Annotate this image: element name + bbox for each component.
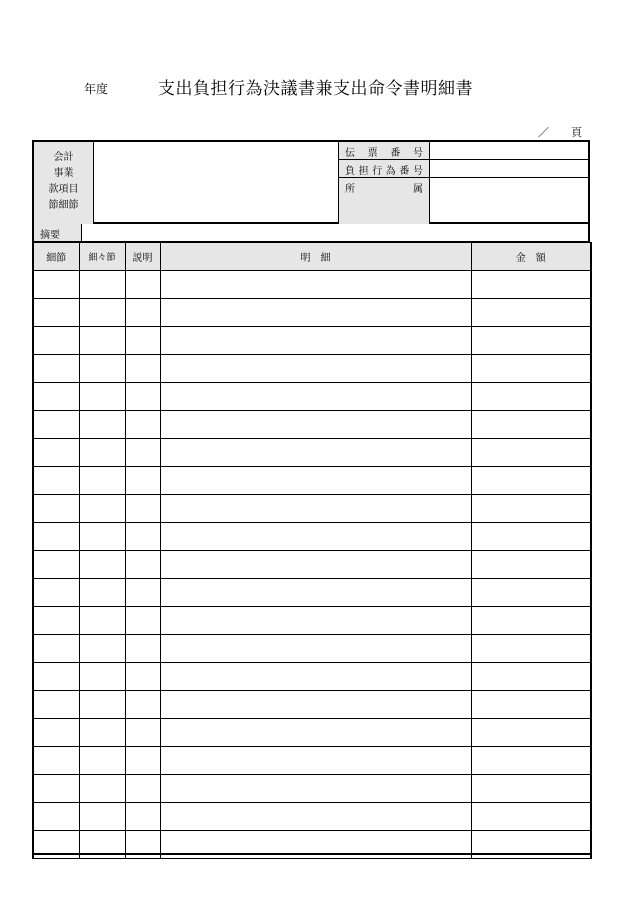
table-row [33,523,591,551]
cell-amount[interactable] [471,355,591,383]
cell-amount[interactable] [471,467,591,495]
cell-amount[interactable] [471,775,591,803]
col-header-details: 明 細 [160,243,471,271]
cell-subsection[interactable] [33,719,79,747]
cell-sub-subsection[interactable] [79,299,125,327]
cell-sub-subsection[interactable] [79,411,125,439]
cell-explanation[interactable] [125,579,160,607]
cell-explanation[interactable] [125,411,160,439]
cell-sub-subsection[interactable] [79,803,125,831]
cell-subsection[interactable] [33,439,79,467]
cell-subsection[interactable] [33,523,79,551]
cell-explanation[interactable] [125,803,160,831]
table-row [33,663,591,691]
summary-label: 摘要 [34,224,82,241]
cell-amount[interactable] [471,691,591,719]
cell-subsection[interactable] [33,355,79,383]
label-char: 伝 [345,148,355,159]
cell-amount[interactable] [471,719,591,747]
cell-subsection[interactable] [33,747,79,775]
table-row [33,551,591,579]
label-budget-item: 款項目 [48,184,79,195]
cell-amount[interactable] [471,299,591,327]
label-char: 為 [385,166,396,177]
cell-sub-subsection[interactable] [79,271,125,299]
cell-subsection[interactable] [33,383,79,411]
label-project: 事業 [53,168,74,179]
cell-details[interactable] [160,299,471,327]
cell-details[interactable] [160,803,471,831]
label-char: 行 [372,166,383,177]
cell-explanation[interactable] [125,439,160,467]
cell-explanation[interactable] [125,551,160,579]
info-content-area[interactable] [94,142,338,224]
cell-details[interactable] [160,579,471,607]
cell-sub-subsection[interactable] [79,551,125,579]
page-unit: 頁 [571,126,582,139]
cell-sub-subsection[interactable] [79,439,125,467]
cell-sub-subsection[interactable] [79,719,125,747]
cell-subsection[interactable] [33,803,79,831]
cell-explanation[interactable] [125,635,160,663]
cell-subsection[interactable] [33,775,79,803]
label-department [339,178,429,196]
cell-subsection[interactable] [33,551,79,579]
label-char: 号 [412,148,423,159]
page-number [538,124,582,140]
cell-subsection[interactable] [33,691,79,719]
cell-explanation[interactable] [125,719,160,747]
cell-explanation[interactable] [125,607,160,635]
cell-subsection[interactable] [33,411,79,439]
cell-subsection[interactable] [33,607,79,635]
cell-amount[interactable] [471,327,591,355]
label-commitment-number [339,160,429,178]
cell-subsection[interactable] [33,635,79,663]
cell-sub-subsection[interactable] [79,663,125,691]
table-row [33,355,591,383]
table-row [33,383,591,411]
table-row [33,719,591,747]
cell-details[interactable] [160,355,471,383]
cell-details[interactable] [160,551,471,579]
details-table [32,242,592,859]
department-field[interactable] [430,178,588,224]
table-row [33,439,591,467]
cell-amount[interactable] [471,747,591,775]
table-row [33,327,591,355]
cell-sub-subsection[interactable] [79,747,125,775]
cell-details[interactable] [160,691,471,719]
table-row [33,467,591,495]
cell-explanation[interactable] [125,467,160,495]
label-section: 節細節 [48,200,79,211]
label-char: 属 [413,184,423,195]
cell-amount[interactable] [471,803,591,831]
cell-details[interactable] [160,775,471,803]
cell-subsection[interactable] [33,271,79,299]
table-row [33,803,591,831]
cell-explanation[interactable] [125,327,160,355]
cell-explanation[interactable] [125,383,160,411]
label-char: 所 [345,184,355,195]
cell-details[interactable] [160,635,471,663]
voucher-number-field[interactable] [430,142,588,160]
label-char: 番 [399,166,410,177]
details-header-row [33,243,591,271]
cell-amount[interactable] [471,579,591,607]
table-row [33,495,591,523]
cell-sub-subsection[interactable] [79,579,125,607]
cell-details[interactable] [160,383,471,411]
cell-details[interactable] [160,439,471,467]
cell-sub-subsection[interactable] [79,327,125,355]
label-accounting: 会計 [53,152,74,163]
cell-amount[interactable] [471,383,591,411]
cell-amount[interactable] [471,411,591,439]
table-row [33,411,591,439]
cell-explanation[interactable] [125,747,160,775]
cell-explanation[interactable] [125,299,160,327]
cell-amount[interactable] [471,523,591,551]
label-voucher-number [339,142,429,160]
details-body [33,271,591,859]
cell-details[interactable] [160,271,471,299]
cell-subsection[interactable] [33,579,79,607]
info-block [32,140,590,224]
info-left-labels [34,142,94,224]
cell-sub-subsection[interactable] [79,635,125,663]
label-char: 負 [345,166,355,177]
cell-sub-subsection[interactable] [79,467,125,495]
cell-details[interactable] [160,467,471,495]
cell-sub-subsection[interactable] [79,383,125,411]
document-title: 支出負担行為決議書兼支出命令書明細書 [158,79,473,99]
table-row [33,271,591,299]
info-right-values [430,142,588,224]
cell-sub-subsection[interactable] [79,355,125,383]
cell-details[interactable] [160,607,471,635]
cell-subsection[interactable] [33,327,79,355]
cell-amount[interactable] [471,439,591,467]
summary-row [32,224,590,242]
page-slash: ／ [538,126,549,139]
cell-explanation[interactable] [125,691,160,719]
cell-explanation[interactable] [125,355,160,383]
table-row [33,579,591,607]
label-char: 票 [367,148,378,159]
table-row [33,299,591,327]
col-header-sub-subsection: 細々節 [79,243,125,271]
cell-explanation[interactable] [125,495,160,523]
cell-details[interactable] [160,327,471,355]
cell-explanation[interactable] [125,523,160,551]
table-row [33,691,591,719]
year-label: 年度 [84,82,109,96]
cell-sub-subsection[interactable] [79,523,125,551]
commitment-number-field[interactable] [430,160,588,178]
cell-sub-subsection[interactable] [79,775,125,803]
cell-details[interactable] [160,663,471,691]
col-header-subsection: 細節 [33,243,79,271]
cell-details[interactable] [160,719,471,747]
table-row [33,747,591,775]
table-row [33,635,591,663]
cell-subsection[interactable] [33,663,79,691]
cell-sub-subsection[interactable] [79,691,125,719]
cell-subsection[interactable] [33,299,79,327]
col-header-explanation: 説明 [125,243,160,271]
cell-amount[interactable] [471,551,591,579]
cell-amount[interactable] [471,271,591,299]
table-row [33,775,591,803]
cell-amount[interactable] [471,635,591,663]
cell-subsection[interactable] [33,467,79,495]
cell-amount[interactable] [471,607,591,635]
cell-sub-subsection[interactable] [79,495,125,523]
cell-explanation[interactable] [125,775,160,803]
cell-subsection[interactable] [33,495,79,523]
label-char: 番 [390,148,401,159]
table-bottom-border [32,853,590,855]
label-char: 号 [412,166,423,177]
cell-explanation[interactable] [125,663,160,691]
cell-amount[interactable] [471,663,591,691]
label-char: 担 [358,166,369,177]
cell-details[interactable] [160,495,471,523]
cell-details[interactable] [160,747,471,775]
cell-explanation[interactable] [125,271,160,299]
cell-details[interactable] [160,411,471,439]
table-row [33,607,591,635]
cell-amount[interactable] [471,495,591,523]
cell-details[interactable] [160,523,471,551]
cell-sub-subsection[interactable] [79,607,125,635]
col-header-amount: 金 額 [471,243,591,271]
info-right-labels [338,142,430,224]
